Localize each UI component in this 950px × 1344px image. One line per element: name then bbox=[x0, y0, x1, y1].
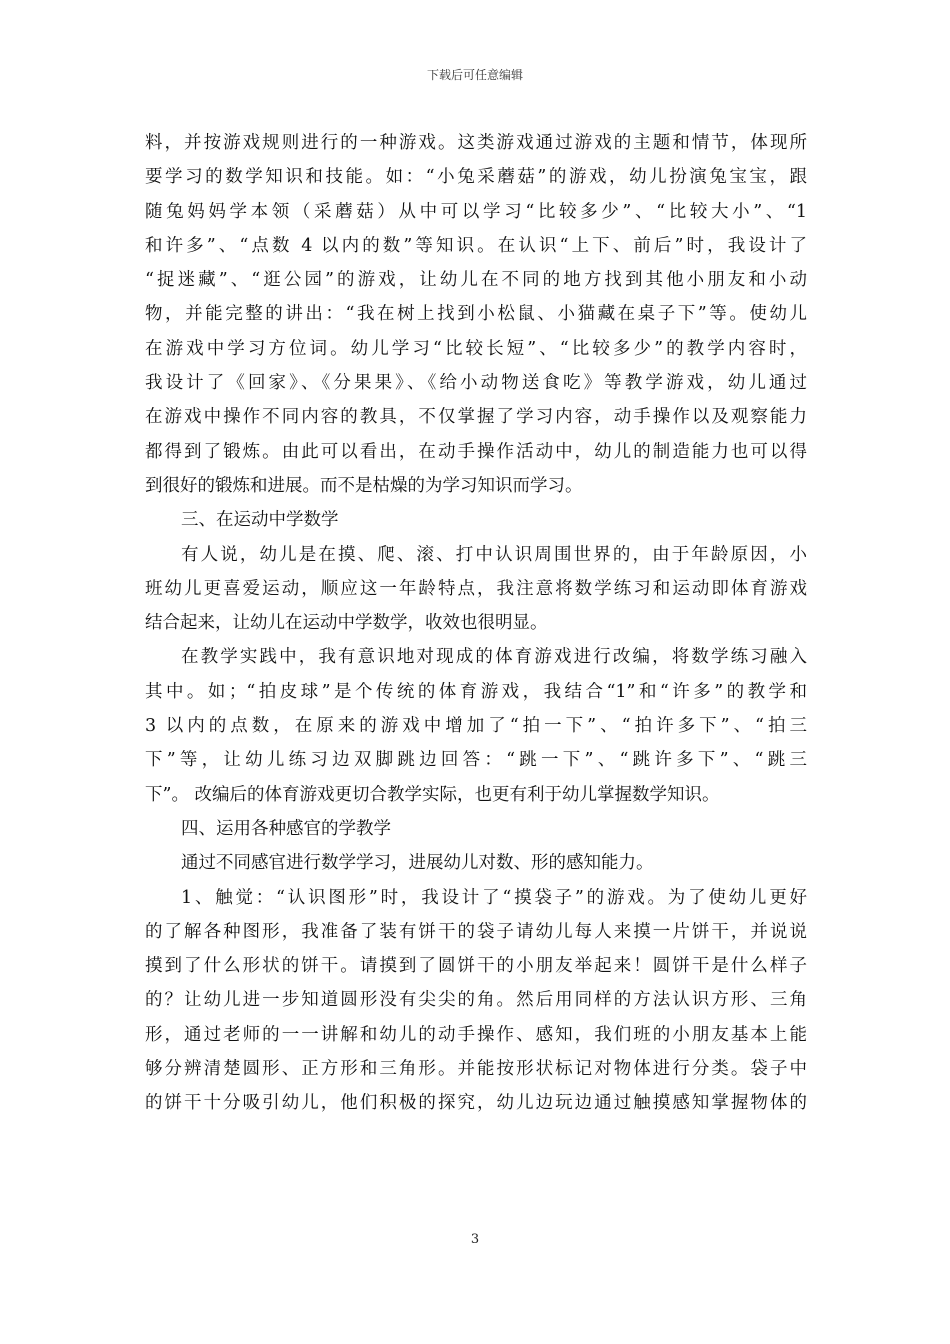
text-line: 都得到了锻炼。由此可以看出，在动手操作活动中，幼儿的制造能力也可以得 bbox=[145, 441, 807, 462]
text-line: 形，通过老师的一一讲解和幼儿的动手操作、感知，我们班的小朋友基本上能 bbox=[145, 1024, 807, 1045]
text-line: 在游戏中操作不同内容的教具，不仅掌握了学习内容，动手操作以及观察能力 bbox=[145, 407, 807, 428]
text-line: 的？让幼儿进一步知道圆形没有尖尖的角。然后用同样的方法认识方形、三角 bbox=[145, 990, 807, 1011]
text-line: 料，并按游戏规则进行的一种游戏。这类游戏通过游戏的主题和情节，体现所 bbox=[145, 133, 807, 153]
text-line: 要学习的数学知识和技能。如：“小兔采蘑菇”的游戏，幼儿扮演兔宝宝，跟 bbox=[145, 167, 807, 188]
text-line: 三、在运动中学数学 bbox=[181, 510, 339, 531]
text-line: 下”。 改编后的体育游戏更切合教学实际，也更有利于幼儿掌握数学知识。 bbox=[145, 784, 720, 805]
text-line: 够分辨清楚圆形、正方形和三角形。并能按形状标记对物体进行分类。袋子中 bbox=[145, 1059, 807, 1080]
text-line: 到很好的锻炼和进展。而不是枯燥的为学习知识而学习。 bbox=[145, 475, 583, 496]
text-line: 通过不同感官进行数学学习，进展幼儿对数、形的感知能力。 bbox=[181, 853, 654, 874]
text-line: 在游戏中学习方位词。幼儿学习“比较长短”、“比较多少”的教学内容时， bbox=[145, 338, 807, 359]
text-line: 的了解各种图形，我准备了装有饼干的袋子请幼儿每人来摸一片饼干，并说说 bbox=[145, 921, 807, 942]
text-line: 物，并能完整的讲出：“我在树上找到小松鼠、小猫藏在桌子下”等。使幼儿 bbox=[145, 304, 807, 325]
text-line: 班幼儿更喜爱运动，顺应这一年龄特点，我注意将数学练习和运动即体育游戏 bbox=[145, 578, 807, 599]
body-text bbox=[145, 126, 807, 1121]
text-line: 的饼干十分吸引幼儿，他们积极的探究，幼儿边玩边通过触摸感知掌握物体的 bbox=[145, 1093, 807, 1114]
page-number: 3 bbox=[470, 1232, 480, 1247]
page-header: 下载后可任意编辑 bbox=[426, 68, 523, 82]
text-line: 和许多”、“点数 4 以内的数”等知识。在认识“上下、前后”时，我设计了 bbox=[145, 235, 807, 256]
text-line: 结合起来，让幼儿在运动中学数学，收效也很明显。 bbox=[145, 613, 548, 634]
text-line: 其中。如；“拍皮球”是个传统的体育游戏，我结合“1”和“许多”的教学和 bbox=[145, 681, 807, 702]
text-line: 四、运用各种感官的学教学 bbox=[181, 818, 391, 839]
text-line: 摸到了什么形状的饼干。请摸到了圆饼干的小朋友举起来！圆饼干是什么样子 bbox=[145, 956, 807, 977]
text-line: 在教学实践中，我有意识地对现成的体育游戏进行改编，将数学练习融入 bbox=[181, 647, 807, 668]
text-line: 我设计了《回家》、《分果果》、《给小动物送食吃》等教学游戏，幼儿通过 bbox=[145, 373, 807, 394]
text-line: 有人说，幼儿是在摸、爬、滚、打中认识周围世界的，由于年龄原因，小 bbox=[181, 544, 807, 565]
text-line: 1、触觉：“认识图形”时，我设计了“摸袋子”的游戏。为了使幼儿更好 bbox=[181, 887, 807, 908]
text-line: 下”等，让幼儿练习边双脚跳边回答：“跳一下”、“跳许多下”、“跳三 bbox=[145, 750, 807, 771]
text-line: “捉迷藏”、“逛公园”的游戏，让幼儿在不同的地方找到其他小朋友和小动 bbox=[145, 270, 807, 291]
text-line: 3 以内的点数，在原来的游戏中增加了“拍一下”、“拍许多下”、“拍三 bbox=[145, 716, 807, 737]
text-line: 随兔妈妈学本领（采蘑菇）从中可以学习“比较多少”、“比较大小”、“1 bbox=[145, 201, 807, 222]
